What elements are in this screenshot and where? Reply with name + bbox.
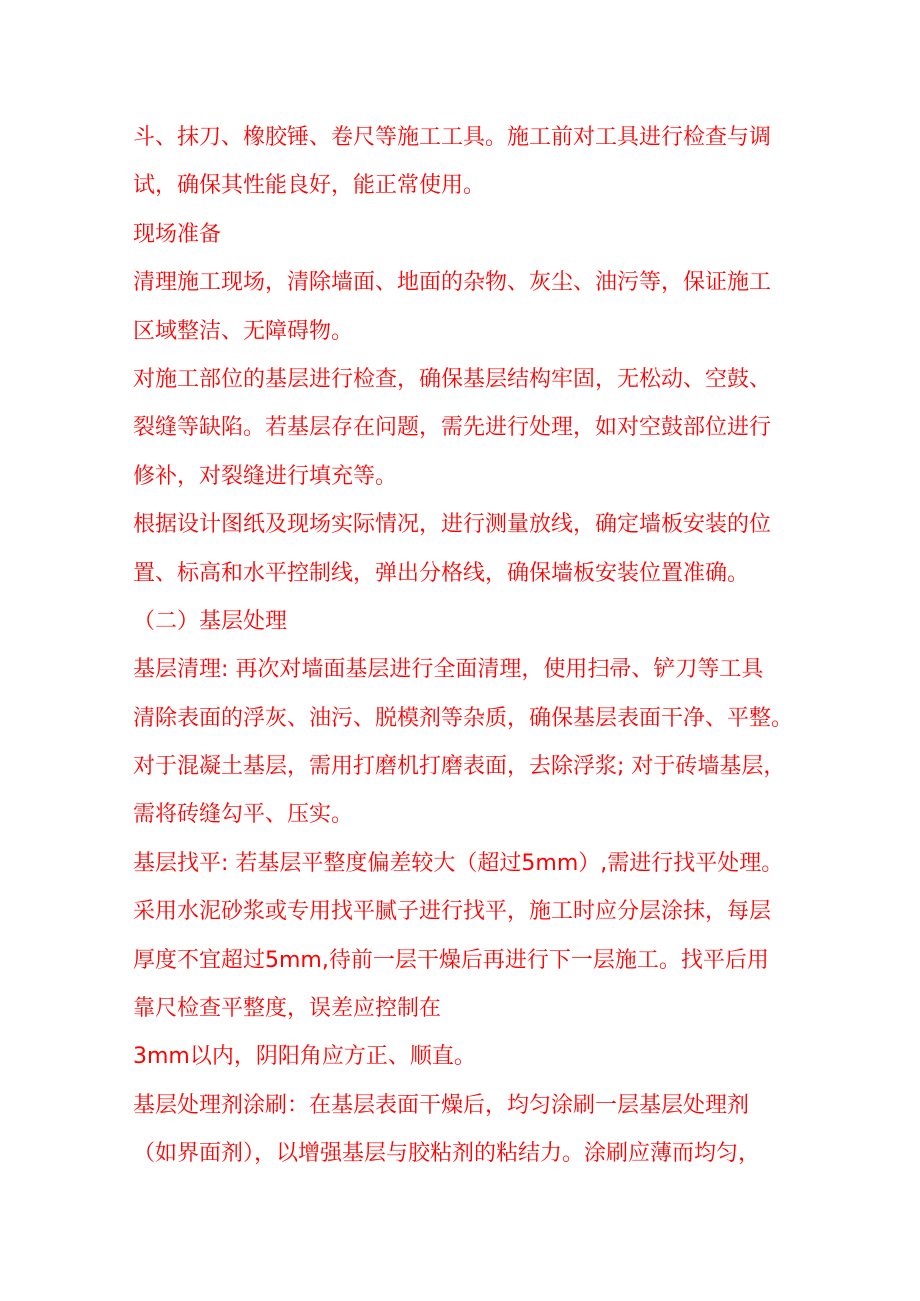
text-line: 试，确保其性能良好，能正常使用。	[133, 173, 486, 199]
text-line: 基层找平: 若基层平整度偏差较大（超过5mm）,需进行找平处理。	[133, 850, 784, 876]
text-line: 清除表面的浮灰、油污、脱模剂等杂质，确保基层表面干净、平整。	[133, 705, 794, 731]
section-heading: （二）基层处理	[133, 608, 288, 634]
text-line: 修补，对裂缝进行填充等。	[133, 463, 398, 489]
text-line: 3mm以内，阴阳角应方正、顺直。	[133, 1044, 476, 1070]
text-line: 靠尺检查平整度，误差应控制在	[133, 996, 442, 1022]
text-line: 区域整洁、无障碍物。	[133, 318, 354, 344]
text-line: 基层处理剂涂刷：在基层表面干燥后，均匀涂刷一层基层处理剂	[133, 1092, 750, 1118]
text-line: 裂缝等缺陷。若基层存在问题，需先进行处理，如对空鼓部位进行	[133, 415, 772, 441]
body-text	[133, 114, 803, 1179]
text-line: 对于混凝土基层，需用打磨机打磨表面，去除浮浆; 对于砖墙基层，	[133, 754, 786, 780]
text-line: 需将砖缝勾平、压实。	[133, 802, 354, 828]
text-line: 清理施工现场，清除墙面、地面的杂物、灰尘、油污等，保证施工	[133, 270, 772, 296]
text-line: 斗、抹刀、橡胶锤、卷尺等施工工具。施工前对工具进行检查与调	[133, 125, 772, 150]
text-line: 基层清理: 再次对墙面基层进行全面清理，使用扫帚、铲刀等工具	[133, 657, 764, 683]
text-line: 厚度不宜超过5mm,待前一层干燥后再进行下一层施工。找平后用	[133, 947, 769, 973]
text-line: 采用水泥砂浆或专用找平腻子进行找平，施工时应分层涂抹，每层	[133, 899, 772, 925]
text-line: 置、标高和水平控制线，弹出分格线，确保墙板安装位置准确。	[133, 560, 750, 586]
section-heading: 现场准备	[133, 221, 222, 247]
text-line: （如界面剂），以增强基层与胶粘剂的粘结力。涂刷应薄而均匀，	[133, 1141, 761, 1167]
text-line: 根据设计图纸及现场实际情况，进行测量放线，确定墙板安装的位	[133, 512, 772, 538]
text-line: 对施工部位的基层进行检查，确保基层结构牢固，无松动、空鼓、	[133, 366, 772, 392]
